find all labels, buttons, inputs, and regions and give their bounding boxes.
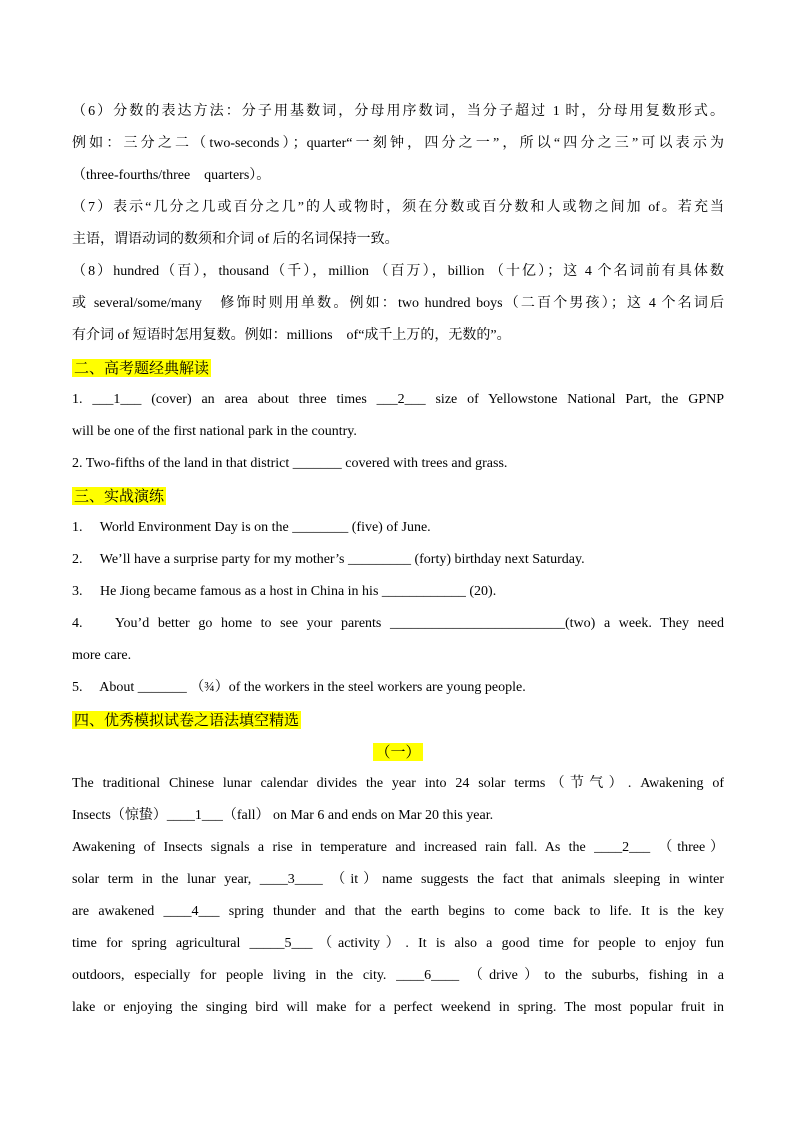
passage-line: time for spring agricultural _____5___（activity）. It is also a good time for people to enjoy fun xyxy=(72,936,724,951)
question-line: will be one of the first national park in the country. xyxy=(72,424,357,439)
text-line: 主语，谓语动词的数须和介词 of 后的名词保持一致。 xyxy=(72,232,399,247)
section-heading-text: 四、优秀模拟试卷之语法填空精选 xyxy=(74,711,300,729)
section-heading xyxy=(72,352,724,384)
text-line: 例如：三分之二（two-seconds）；quarter“一刻钟，四分之一”，所以“四分之三”可以表示为 xyxy=(72,136,724,151)
exercise-line: more care. xyxy=(72,648,132,663)
passage-line: are awakened ____4___ spring thunder and that the earth begins to come back to life. It is the key xyxy=(72,904,724,919)
question-line: 2. Two-fifths of the land in that district _______ covered with trees and grass. xyxy=(72,456,508,471)
text-line: （7）表示“几分之几或百分之几”的人或物时，须在分数或百分数和人或物之间加 of。若充当 xyxy=(72,200,724,215)
document-content xyxy=(72,96,724,1024)
passage-subheading xyxy=(72,736,724,768)
text-line: （6）分数的表达方法：分子用基数词，分母用序数词，当分子超过 1 时，分母用复数形式。 xyxy=(72,104,724,119)
question-line: 1. ___1___ (cover) an area about three times ___2___ size of Yellowstone National Part, the GPNP xyxy=(72,392,724,407)
section-heading-text: 三、实战演练 xyxy=(74,487,165,505)
passage-subheading-text: （一） xyxy=(375,743,421,761)
passage-line: solar term in the lunar year, ____3____ （it）name suggests the fact that animals sleeping in winter xyxy=(72,872,724,887)
text-line: 或 several/some/many 修饰时则用单数。例如：two hundred boys（二百个男孩）；这 4 个名词后 xyxy=(72,296,724,311)
exercise-line: 1. World Environment Day is on the ________ (five) of June. xyxy=(72,520,431,535)
passage-line: lake or enjoying the singing bird will make for a perfect weekend in spring. The most popular fruit in xyxy=(72,1000,724,1015)
exercise-line: 5. About _______ （¾）of the workers in the steel workers are young people. xyxy=(72,680,526,695)
passage-line: outdoors, especially for people living in the city. ____6____ （drive）to the suburbs, fishing in a xyxy=(72,968,724,983)
section-heading xyxy=(72,704,724,736)
text-line: 有介词 of 短语时怎用复数。例如：millions of“成千上万的，无数的”。 xyxy=(72,328,511,343)
passage-line: Awakening of Insects signals a rise in temperature and increased rain fall. As the ____2___ （three） xyxy=(72,840,724,855)
exercise-line: 2. We’ll have a surprise party for my mother’s _________ (forty) birthday next Saturday. xyxy=(72,552,585,567)
exercise-line: 4. You’d better go home to see your parents _________________________(two) a week. They need xyxy=(72,616,724,631)
section-heading xyxy=(72,480,724,512)
exercise-line: 3. He Jiong became famous as a host in China in his ____________ (20). xyxy=(72,584,497,599)
text-line: （8）hundred（百），thousand（千），million （百万），billion （十亿）；这 4 个名词前有具体数 xyxy=(72,264,724,279)
text-line: （three-fourths/three quarters）。 xyxy=(72,168,271,183)
section-heading-text: 二、高考题经典解读 xyxy=(74,359,210,377)
passage-line: The traditional Chinese lunar calendar divides the year into 24 solar terms（节气）. Awakening of xyxy=(72,776,724,791)
passage-line: Insects（惊蛰）____1___（fall） on Mar 6 and ends on Mar 20 this year. xyxy=(72,808,494,823)
